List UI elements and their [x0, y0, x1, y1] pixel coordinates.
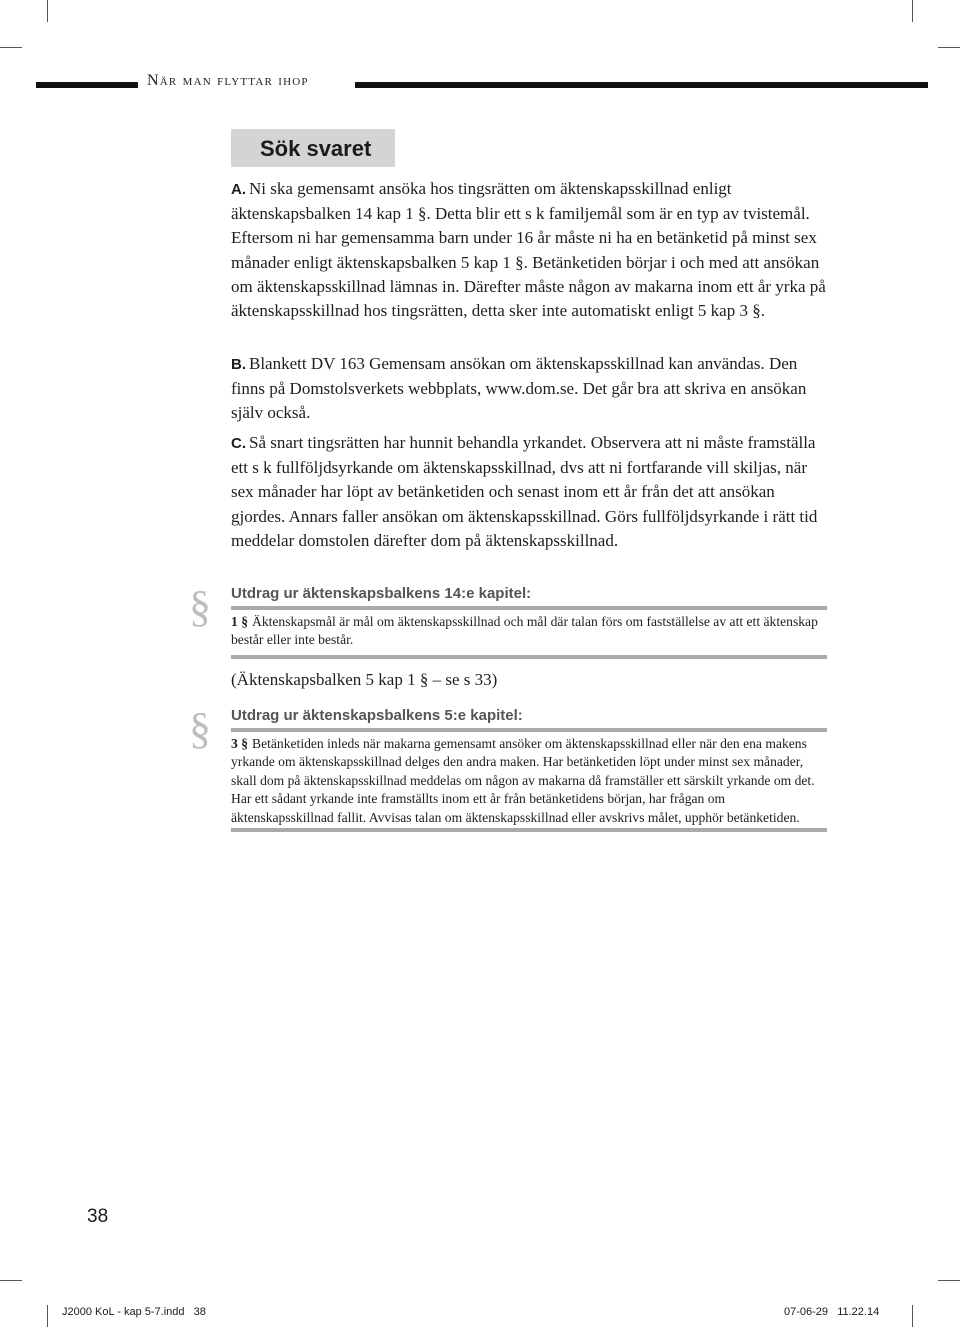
crop-mark — [912, 0, 913, 22]
running-title: När man flyttar ihop — [147, 72, 309, 89]
answer-a — [231, 177, 831, 323]
crop-mark — [938, 1280, 960, 1281]
extract-heading: Utdrag ur äktenskapsbalkens 5:e kapitel: — [231, 707, 523, 724]
extract-number: 1 § — [231, 614, 248, 629]
answer-text: Så snart tingsrätten har hunnit behandla yrkandet. Observera att ni måste framställa ett s k fullföljdsyrkande om äktenskapsskillnad, dvs att ni fortfarande vill skiljas, när sex månader har löpt av betänketiden och senast inom ett år från det att ansökan gjordes. Annars faller ansökan om äktenskapsskillnad. Görs fullföljdsyrkande i rätt tid meddelar domstolen därefter dom på äktenskapsskillnad. — [231, 433, 818, 550]
extract-rule-bottom — [231, 655, 827, 659]
crop-mark — [0, 47, 22, 48]
extract-rule-top — [231, 606, 827, 610]
crop-mark — [47, 1305, 48, 1327]
extract-heading: Utdrag ur äktenskapsbalkens 14:e kapitel: — [231, 585, 532, 602]
slug-timestamp: 07-06-29 11.22.14 — [784, 1306, 880, 1318]
answer-b — [231, 352, 831, 426]
extract-number: 3 § — [231, 736, 248, 751]
slug-file: J2000 KoL - kap 5-7.indd 38 — [62, 1306, 206, 1318]
extract-rule-bottom — [231, 828, 827, 832]
answer-c — [231, 431, 831, 553]
section-title: Sök svaret — [260, 136, 372, 161]
crop-mark — [0, 1280, 22, 1281]
header-rule-right — [355, 82, 928, 88]
paragraph-sign-icon: § — [189, 704, 211, 753]
law-reference: (Äktenskapsbalken 5 kap 1 § – se s 33) — [231, 670, 498, 689]
extract-text: Betänketiden inleds när makarna gemensamt ansöker om äktenskapsskillnad eller när den ena makens yrkande om äktenskapsskillnad delges den andra maken. Har betänketiden löpt under minst sex månader, skall dom på äktenskapsskillnad meddelas om någon av makarna då framställer ett särskilt yrkande om det. Har ett sådant yrkande inte framställts inom ett år från betänketidens början, har frågan om äktenskapsskillnad fallit. Avvisas talan om äktenskapsskillnad eller avskrivs målet, upphör betänketiden. — [231, 736, 815, 825]
extract-body — [231, 613, 827, 650]
header-rule-left — [36, 82, 138, 88]
answer-text: Blankett DV 163 Gemensam ansökan om äktenskapsskillnad kan användas. Den finns på Domstolsverkets webbplats, www.dom.se. Det går bra att skriva en ansökan själv också. — [231, 354, 807, 423]
answer-label: A. — [231, 181, 246, 198]
page-number: 38 — [87, 1206, 109, 1227]
answer-label: C. — [231, 435, 246, 452]
extract-text: Äktenskapsmål är mål om äktenskapsskillnad och mål där talan förs om fastställelse av att ett äktenskap består eller inte består. — [231, 614, 818, 648]
extract-body — [231, 735, 827, 827]
answer-text: Ni ska gemensamt ansöka hos tingsrätten om äktenskapsskillnad enligt äktenskapsbalken 14 kap 1 §. Detta blir ett s k familjemål som är en typ av tvistemål. Eftersom ni har gemensamma barn under 16 år måste ni ha en betänketid på minst sex månader enligt äktenskapsbalken 5 kap 1 §. Betänketiden börjar i och med att ansökan om äktenskapsskillnad lämnas in. Därefter måste någon av makarna inom ett år yrka på äktenskapsskillnad hos tingsrätten, detta sker inte automatiskt enligt 5 kap 3 §. — [231, 179, 826, 321]
crop-mark — [47, 0, 48, 22]
crop-mark — [938, 47, 960, 48]
paragraph-sign-icon: § — [189, 582, 211, 631]
answer-label: B. — [231, 356, 246, 373]
crop-mark — [912, 1305, 913, 1327]
extract-rule-top — [231, 728, 827, 732]
